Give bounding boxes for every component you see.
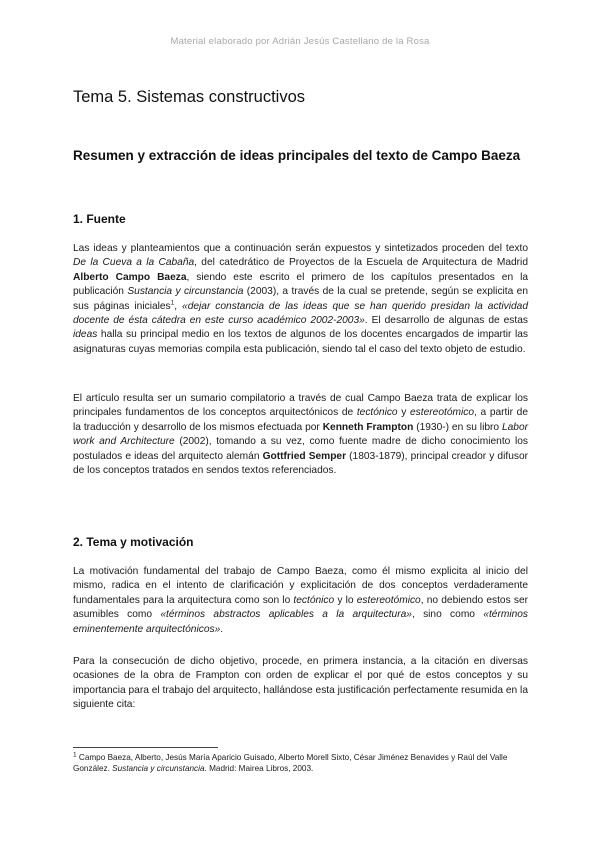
section-heading-fuente: 1. Fuente — [73, 212, 126, 226]
paragraph-tema-1: La motivación fundamental del trabajo de Campo Baeza, como él mismo explicita al inicio del mismo, radica en el intento de clarificación y explicitación de dos conceptos verdaderamente fundamentales para la arquitectura como son lo tectónico y lo estereotómico, no debiendo estos ser asumibles como «términos abstractos aplicables a la arquitectura», sino como «términos eminentemente arquitectónicos». — [73, 566, 529, 635]
document-subtitle: Resumen y extracción de ideas principales del texto de Campo Baeza — [73, 148, 521, 163]
paragraph-tema-2: Para la consecución de dicho objetivo, procede, en primera instancia, a la citación en diversas ocasiones de la obra de Frampton con orden de explicar el por qué de estos conceptos y su importancia para el trabajo del arquitecto, hallándose esta justificación perfectamente resumida en la siguiente cita: — [73, 656, 528, 711]
paragraph-fuente-1: Las ideas y planteamientos que a continuación serán expuestos y sintetizados proceden del texto De la Cueva a la Cabaña, del catedrático de Proyectos de la Escuela de Arquitectura de Madrid Alberto Campo Baeza, siendo este escrito el primero de los capítulos presentados en la publicación Sustancia y circunstancia (2003), a través de la cual se pretende, según se explicita en sus páginas iniciales$^1$, «dejar constancia de las ideas que se han querido presidan la actividad docente de ésta cátedra en este curso académico 2002-2003». El desarrollo de algunas de estas ideas halla su principal medio en los textos de algunos de los docentes encargados de impartir las asignaturas cuyas memorias compila esta publicación, siendo tal el caso del texto objeto de estudio. — [73, 243, 529, 355]
section-heading-tema: 2. Tema y motivación — [73, 535, 194, 549]
paragraph-fuente-2: El artículo resulta ser un sumario compilatorio a través de cual Campo Baeza trata de explicar los principales fundamentos de los conceptos arquitectónicos de tectónico y estereotómico, a partir de la traducción y desarrollo de los mismos efectuada por Kenneth Frampton (1930-) en su libro Labor work and Architecture (2002), tomando a su vez, como fuente madre de dicho conocimiento los postulados e ideas del arquitecto alemán Gottfried Semper (1803-1879), principal creador y difusor de los conceptos tratados en sendos textos referenciados. — [73, 393, 529, 477]
document-title: Tema 5. Sistemas constructivos — [73, 88, 305, 106]
footnote-ref: 1 — [170, 299, 175, 307]
footnote: $^1$ Campo Baeza, Alberto, Jesús María Aparicio Guisado, Alberto Morell Sixto, César Jiménez Benavides y Raúl del Valle González. Sustancia y circunstancia. Madrid: Mairea Libros, 2003. — [73, 751, 508, 773]
footnote-divider — [73, 747, 218, 748]
page-header: Material elaborado por Adrián Jesús Castellano de la Rosa — [170, 36, 430, 47]
